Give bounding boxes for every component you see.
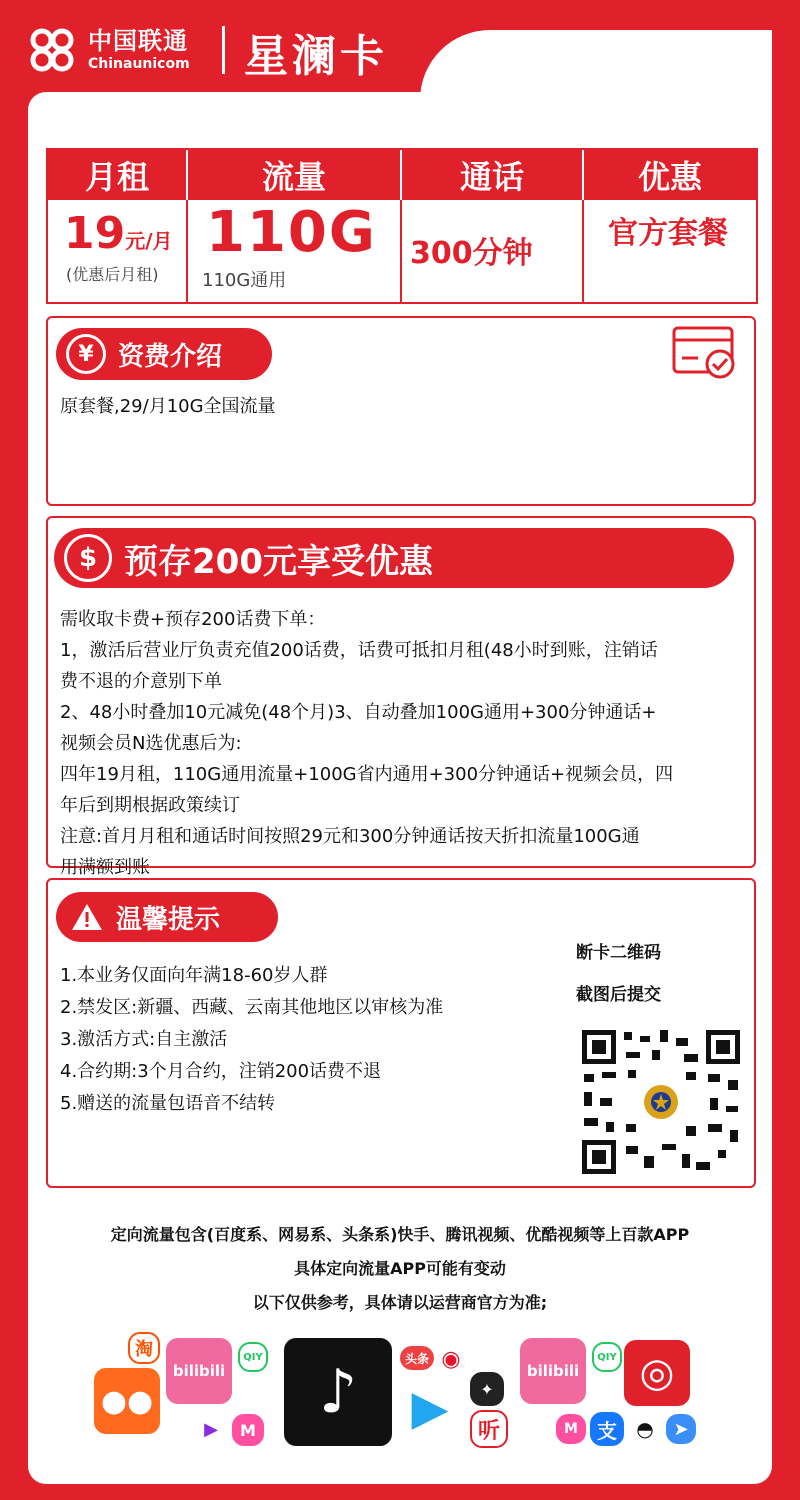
tip-item: 3.激活方式:自主激活 [60,1029,228,1050]
spec-header-call: 通话 [402,150,584,200]
prestore-section [46,516,756,878]
warning-icon [70,902,104,932]
prestore-line: 1，激活后营业厅负责充值200话费，话费可抵扣月租(48小时到账，注销话 [60,640,658,661]
spec-header-promo: 优惠 [637,158,702,196]
game-icon: ✦ [470,1372,504,1406]
app-icons [80,1332,720,1452]
spec-cell-flow [188,200,402,302]
promo-label: 官方套餐 [608,216,728,251]
netease-music-icon: ◎ [624,1340,690,1406]
header-divider [222,26,225,74]
taobao-icon: 淘 [128,1332,160,1364]
spec-cell-call [402,200,584,302]
bilibili-icon: bilibili [520,1338,586,1404]
qq-icon: ◓ [630,1414,660,1444]
specs-table [46,148,758,304]
qr-label-2: 截图后提交 [576,985,661,1005]
kuaishou-icon: ●● [94,1368,160,1434]
china-unicom-logo [24,22,190,78]
tips-title: 温馨提示 [56,892,278,942]
prestore-line: 注意:首月月租和通话时间按照29元和300分钟通话按天折扣流量100G通 [60,826,640,847]
footer-notes [0,1218,800,1320]
prestore-line: 视频会员N选优惠后为: [60,733,242,754]
iqiyi-icon: QIY [592,1342,622,1372]
douyin-icon: ♪ [284,1338,392,1446]
yen-icon: ¥ [66,334,106,374]
fee-intro-section [46,316,756,506]
ting-icon: 听 [470,1410,508,1448]
prestore-line: 需收取卡费+预存200话费下单： [60,609,326,630]
brand-name-en: Chinaunicom [88,56,190,72]
flow-value: 110G [206,200,377,265]
tencent-video-icon: ▶ [400,1380,460,1436]
spec-header-rent: 月租 [48,150,188,200]
fee-intro-text: 原套餐,29/月10G全国流量 [60,396,276,417]
spec-header-flow: 流量 [188,150,402,200]
prestore-line: 费不退的介意别下单 [60,671,222,692]
bilibili-icon: bilibili [166,1338,232,1404]
fee-intro-title: ¥ 资费介绍 [56,328,272,380]
mango-tv-icon: M [232,1414,264,1446]
spec-cell-rent [48,200,188,302]
mango-tv-icon: M [556,1414,586,1444]
brand-name-cn: 中国联通 [88,27,188,55]
prestore-details [60,604,750,883]
tip-item: 5.赠送的流量包语音不结转 [60,1093,276,1114]
prestore-line: 四年19月租，110G通用流量+100G省内通用+300分钟通话+视频会员，四 [60,764,674,785]
spec-cell-promo [584,200,756,302]
tip-item: 2.禁发区:新疆、西藏、云南其他地区以审核为准 [60,997,444,1018]
tips-section [46,878,756,1188]
youku-icon: ▶ [196,1414,226,1444]
footer-line: 以下仅供参考，具体请以运营商官方为准; [252,1293,548,1312]
tip-item: 4.合约期:3个月合约，注销200话费不退 [60,1061,382,1082]
alipay-icon: 支 [590,1412,624,1446]
price-note: (优惠后月租) [66,265,159,284]
weibo-icon: ◉ [436,1344,466,1374]
monthly-price: 19元/月 [64,208,173,259]
dollar-refresh-icon: $ [64,534,112,582]
send-icon: ➤ [666,1414,696,1444]
call-minutes: 300分钟 [410,236,533,271]
iqiyi-icon: QIY [238,1342,268,1372]
qr-label-1: 断卡二维码 [576,943,661,963]
unicom-knot-icon [24,22,80,78]
card-check-icon [672,324,738,380]
prestore-line: 用满额到账 [60,857,150,878]
tip-item: 1.本业务仅面向年满18-60岁人群 [60,965,328,986]
prestore-line: 年后到期根据政策续订 [60,795,240,816]
tips-list [60,960,443,1120]
header-curve [420,30,772,140]
footer-line: 定向流量包含(百度系、网易系、头条系)快手、腾讯视频、优酷视频等上百款APP [110,1225,690,1244]
footer-line: 具体定向流量APP可能有变动 [294,1259,506,1278]
card-name: 星澜卡 [244,31,388,82]
toutiao-icon: 头条 [400,1346,434,1370]
prestore-title: $ 预存200元享受优惠 [54,528,734,588]
qr-code[interactable] [578,1026,744,1178]
prestore-line: 2、48小时叠加10元减免(48个月)3、自动叠加100G通用+300分钟通话+ [60,702,657,723]
flow-note: 110G通用 [202,270,287,291]
